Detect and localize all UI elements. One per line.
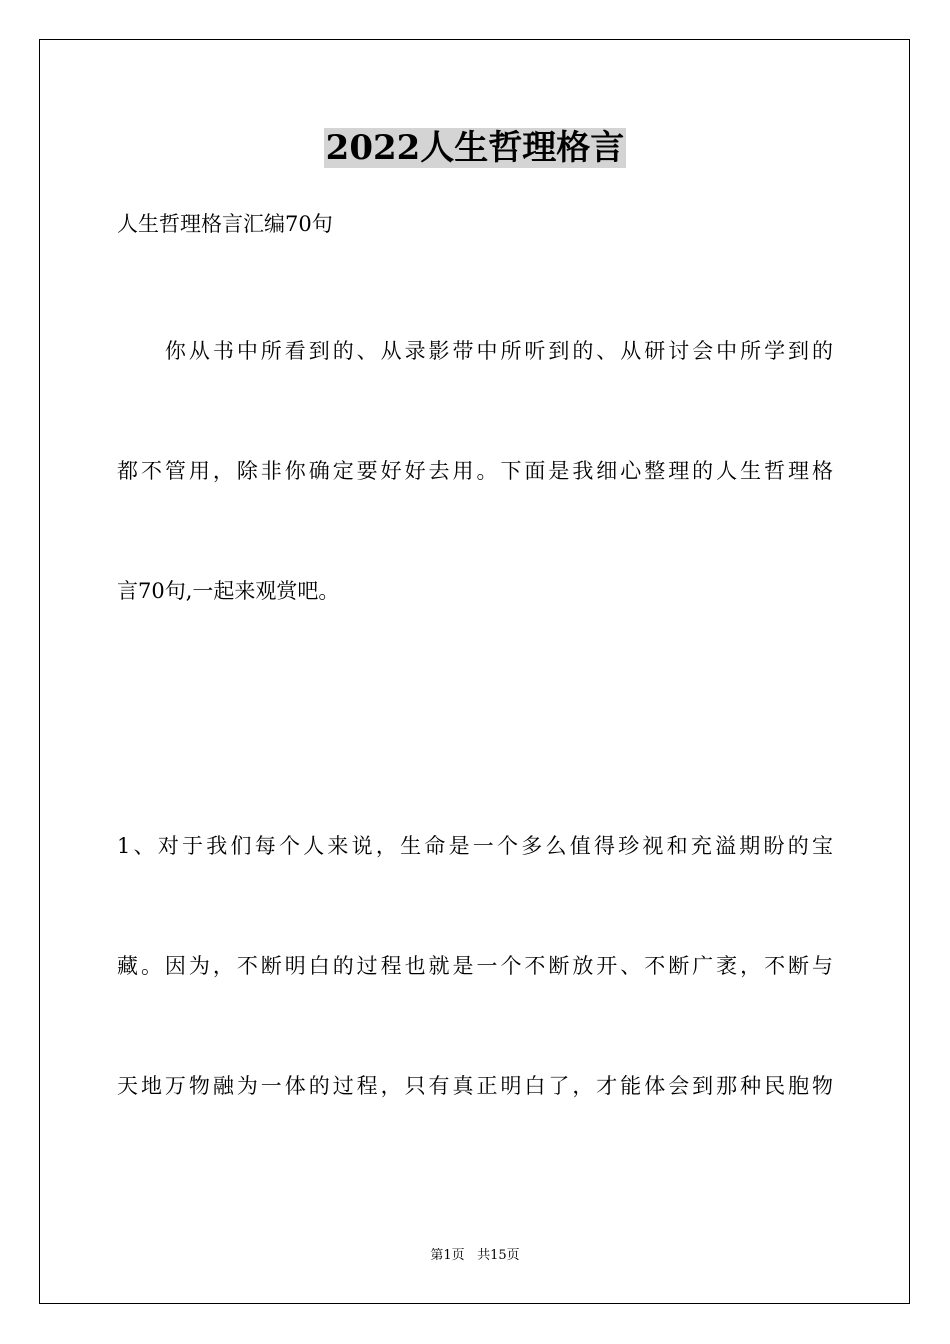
- paragraph-2-line-2: 藏。因为，不断明白的过程也就是一个不断放开、不断广袤，不断与: [117, 954, 833, 978]
- document-subtitle: 人生哲理格言汇编70句: [117, 212, 333, 236]
- paragraph-1-line-2: 都不管用，除非你确定要好好去用。下面是我细心整理的人生哲理格: [117, 459, 833, 483]
- paragraph-1-line-1: 你从书中所看到的、从录影带中所听到的、从研讨会中所学到的: [117, 339, 833, 363]
- paragraph-2-line-1: 1、对于我们每个人来说，生命是一个多么值得珍视和充溢期盼的宝: [117, 834, 833, 858]
- paragraph-1-line-3: 言70句,一起来观赏吧。: [117, 579, 340, 603]
- footer-total-pages: 共15页: [477, 1248, 520, 1263]
- page-footer: [0, 1247, 950, 1265]
- footer-page-number: 第1页: [430, 1248, 465, 1263]
- document-title-text: 2022人生哲理格言: [325, 128, 625, 168]
- document-title: [0, 128, 950, 168]
- paragraph-2-line-3: 天地万物融为一体的过程，只有真正明白了，才能体会到那种民胞物: [117, 1074, 833, 1098]
